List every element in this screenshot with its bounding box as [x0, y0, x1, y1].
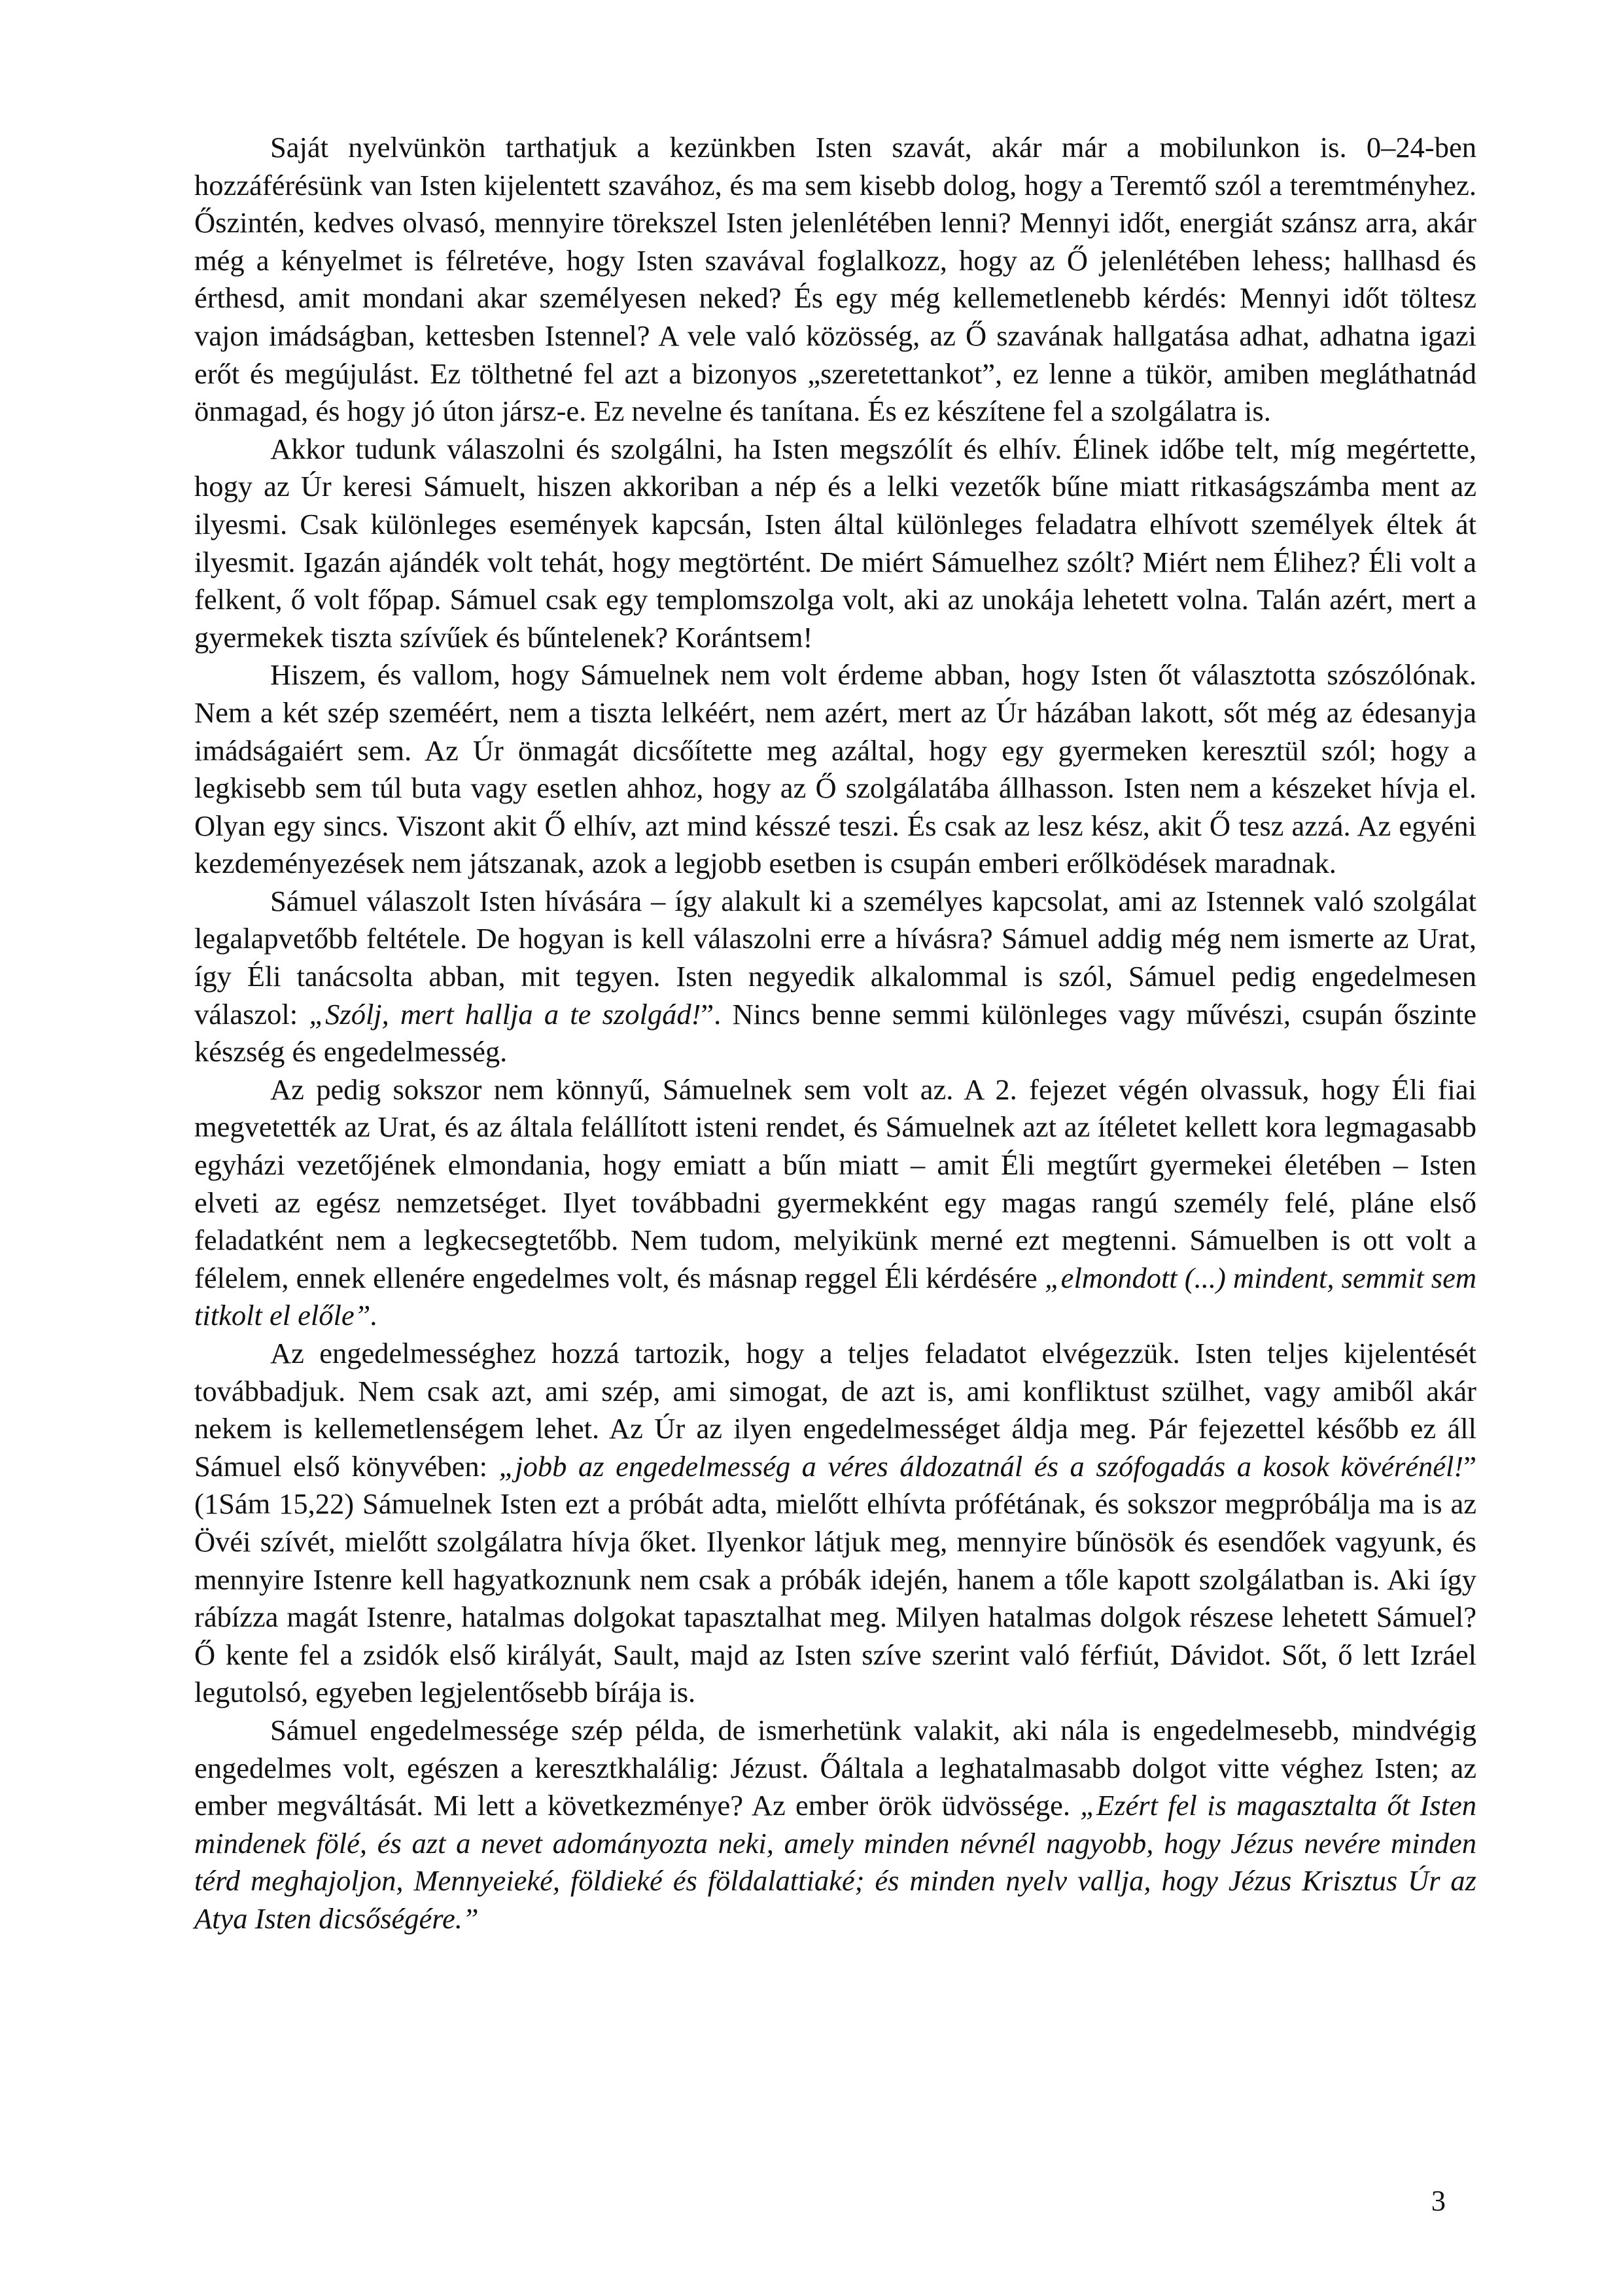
paragraph: [194, 1335, 1476, 1712]
paragraph: [194, 1712, 1476, 1938]
paragraph: [194, 129, 1476, 431]
quotation-text: „Szólj, mert hallja a te szolgád!: [309, 997, 701, 1031]
paragraph-text: Az pedig sokszor nem könnyű, Sámuelnek sem volt az. A 2. fejezet végén olvassuk, hogy Éli fiai megvetették az Urat, és az általa felállított isteni rendet, és Sámuelnek azt az ítéletet kellett kora legmagasabb egyházi vezetőjének elmondania, hogy emiatt a bűn miatt – amit Éli megtűrt gyermekei életében – Isten elveti az egész nemzetséget. Ilyet továbbadni gyermekként egy magas rangú személy felé, pláne első feladatként nem a legkecsegtetőbb. Nem tudom, melyikünk merné ezt megtenni. Sámuelben is ott volt a félelem, ennek ellenére engedelmes volt, és másnap reggel Éli kérdésére: [194, 1072, 1476, 1294]
paragraph-text: ”. Nincs benne semmi különleges vagy művészi, csupán őszinte készség és engedelmesség.: [194, 997, 1477, 1069]
paragraph-text: Hiszem, és vallom, hogy Sámuelnek nem volt érdeme abban, hogy Isten őt választotta szószólónak. Nem a két szép szeméért, nem a tiszta lelkéért, nem azért, mert az Úr házában lakott, sőt még az édesanyja imádságaiért sem. Az Úr önmagát dicsőítette meg azáltal, hogy egy gyermeken keresztül szól; hogy a legkisebb sem túl buta vagy esetlen ahhoz, hogy az Ő szolgálatába állhasson. Isten nem a készeket hívja el. Olyan egy sincs. Viszont akit Ő elhív, azt mind késszé teszi. És csak az lesz kész, akit Ő tesz azzá. Az egyéni kezdeményezések nem játszanak, azok a legjobb esetben is csupán emberi erőlködések maradnak.: [194, 658, 1476, 880]
quotation-text: „jobb az engedelmesség a véres áldozatnál és a szófogadás a kosok kövérénél!: [498, 1449, 1464, 1483]
paragraph-text: Sámuel válaszolt Isten hívására – így alakult ki a személyes kapcsolat, ami az Istennek való szolgálat legalapvetőbb feltétele. De hogyan is kell válaszolni erre a hívásra? Sámuel addig még nem ismerte az Urat, így Éli tanácsolta abban, mit tegyen. Isten negyedik alkalommal is szól, Sámuel pedig engedelmesen válaszol:: [194, 884, 1476, 1031]
body-text: [194, 129, 1476, 1938]
paragraph-text: ” (1Sám 15,22) Sámuelnek Isten ezt a próbát adta, mielőtt elhívta prófétának, és sokszor megpróbálja ma is az Övéi szívét, mielőtt szolgálatra hívja őket. Ilyenkor látjuk meg, mennyire bűnösök és esendőek vagyunk, és mennyire Istenre kell hagyatkoznunk nem csak a próbák idején, hanem a tőle kapott szolgálatban is. Aki így rábízza magát Istenre, hatalmas dolgokat tapasztalhat meg. Milyen hatalmas dolgok részese lehetett Sámuel? Ő kente fel a zsidók első királyát, Sault, majd az Isten szíve szerint való férfiút, Dávidot. Sőt, ő lett Izráel legutolsó, egyeben legjelentősebb bírája is.: [194, 1449, 1477, 1709]
paragraph-text: Sámuel engedelmessége szép példa, de ismerhetünk valakit, aki nála is engedelmesebb, mindvégig engedelmes volt, egészen a keresztkhalálig: Jézust. Őáltala a leghatalmasabb dolgot vitte véghez Isten; az ember megváltását. Mi lett a következménye? Az ember örök üdvössége.: [194, 1713, 1476, 1822]
paragraph-text: Akkor tudunk válaszolni és szolgálni, ha Isten megszólít és elhív. Élinek időbe telt, míg megértette, hogy az Úr keresi Sámuelt, hiszen akkoriban a nép és a lelki vezetők bűne miatt ritkaságszámba ment az ilyesmi. Csak különleges események kapcsán, Isten által különleges feladatra elhívott személyek éltek át ilyesmit. Igazán ajándék volt tehát, hogy megtörtént. De miért Sámuelhez szólt? Miért nem Élihez? Éli volt a felkent, ő volt főpap. Sámuel csak egy templomszolga volt, aki az unokája lehetett volna. Talán azért, mert a gyermekek tiszta szívűek és bűntelenek? Korántsem!: [194, 432, 1476, 654]
quotation-text: „elmondott (...) mindent, semmit sem titkolt el előle”.: [194, 1261, 1476, 1332]
paragraph-text: Saját nyelvünkön tarthatjuk a kezünkben Isten szavát, akár már a mobilunkon is. 0–24-ben hozzáférésünk van Isten kijelentett szavához, és ma sem kisebb dolog, hogy a Teremtő szól a teremtményhez. Őszintén, kedves olvasó, mennyire törekszel Isten jelenlétében lenni? Mennyi időt, energiát szánsz arra, akár még a kényelmet is félretéve, hogy Isten szavával foglalkozz, hogy az Ő jelenlétében lehess; hallhasd és érthesd, amit mondani akar személyesen neked? És egy még kellemetlenebb kérdés: Mennyi időt töltesz vajon imádságban, kettesben Istennel? A vele való közösség, az Ő szavának hallgatása adhat, adhatna igazi erőt és megújulást. Ez tölthetné fel azt a bizonyos „szeretettankot”, ez lenne a tükör, amiben megláthatnád önmagad, és hogy jó úton jársz-e. Ez nevelne és tanítana. És ez készítene fel a szolgálatra is.: [194, 131, 1476, 428]
page-number: 3: [1431, 2184, 1446, 2217]
quotation-text: „Ezért fel is magasztalta őt Isten mindenek fölé, és azt a nevet adományozta neki, amely minden névnél nagyobb, hogy Jézus nevére minden térd meghajoljon, Mennyeieké, földieké és földalattiaké; és minden nyelv vallja, hogy Jézus Krisztus Úr az Atya Isten dicsőségére.”: [194, 1789, 1476, 1935]
paragraph: [194, 431, 1476, 657]
paragraph-text: Az engedelmességhez hozzá tartozik, hogy a teljes feladatot elvégezzük. Isten teljes kijelentését továbbadjuk. Nem csak azt, ami szép, ami simogat, de azt is, ami konfliktust szülhet, vagy amiből akár nekem is kellemetlenségem lehet. Az Úr az ilyen engedelmességet áldja meg. Pár fejezettel később ez áll Sámuel első könyvében:: [194, 1337, 1476, 1483]
paragraph: [194, 656, 1476, 883]
paragraph: [194, 1071, 1476, 1335]
paragraph: [194, 883, 1476, 1071]
